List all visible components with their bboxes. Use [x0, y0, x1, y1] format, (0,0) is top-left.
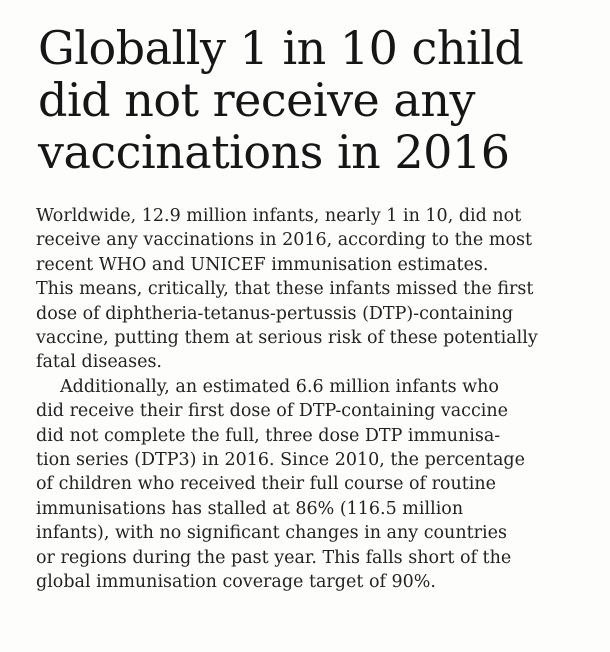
body-line: tion series (DTP3) in 2016. Since 2010, the percentage: [36, 450, 525, 471]
body-line: This means, critically, that these infants missed the first: [36, 279, 534, 300]
body-line: receive any vaccinations in 2016, according to the most: [36, 230, 532, 251]
body-line: global immunisation coverage target of 90%.: [36, 572, 436, 593]
headline-line: vaccinations in 2016: [38, 125, 510, 179]
headline-line: Globally 1 in 10 child: [38, 21, 524, 75]
body-line: recent WHO and UNICEF immunisation estimates.: [36, 254, 489, 275]
body-line: or regions during the past year. This falls short of the: [36, 547, 512, 568]
body-line: of children who received their full course of routine: [36, 474, 496, 495]
body-line: Worldwide, 12.9 million infants, nearly 1 in 10, did not: [36, 206, 522, 226]
paragraph-1: [36, 204, 606, 375]
body-line: Additionally, an estimated 6.6 million infants who: [60, 376, 499, 397]
headline-line: did not receive any: [38, 73, 475, 127]
body-line: immunisations has stalled at 86% (116.5 million: [36, 498, 464, 519]
headline: [38, 22, 598, 178]
article-body: [36, 204, 606, 595]
paragraph-2: [36, 375, 606, 595]
body-line: infants), with no significant changes in any countries: [36, 523, 507, 544]
body-line: vaccine, putting them at serious risk of these potentially: [36, 328, 538, 349]
body-line: did receive their first dose of DTP-containing vaccine: [36, 401, 509, 422]
body-line: dose of diphtheria-tetanus-pertussis (DTP)-containing: [36, 303, 514, 324]
body-line: did not complete the full, three dose DTP immunisa-: [36, 425, 501, 446]
body-line: fatal diseases.: [36, 352, 162, 373]
